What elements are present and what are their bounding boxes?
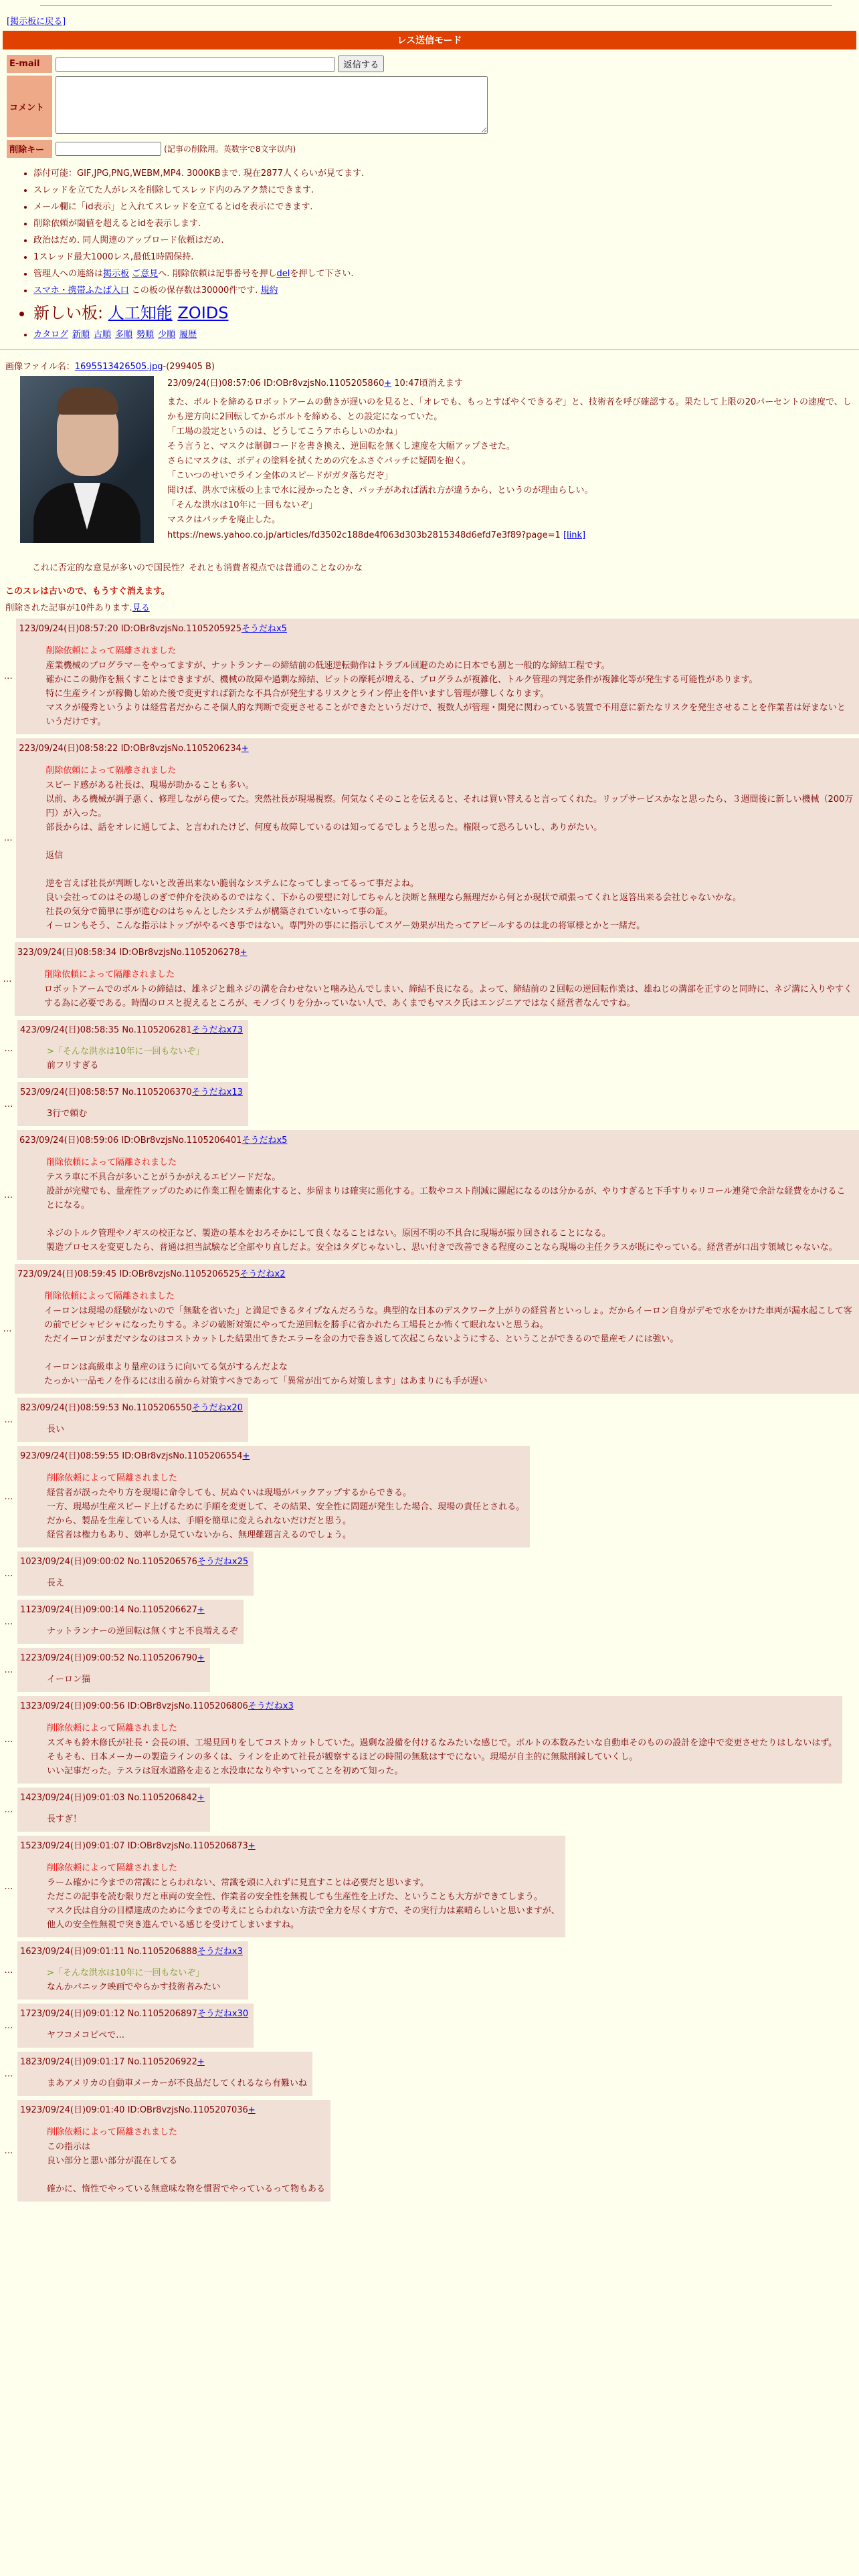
reply-text [47, 1624, 238, 1638]
reply-marker: … [4, 1414, 13, 1425]
reply-text-line: 設計が完璧でも、量産性アップのために作業工程を簡素化すると、歩留まりは確実に悪化する。工数やコスト削減に躍起になるのは分かるが、やりすぎると下手すりゃリコール連発で余計な経費をかけることになる。 [45, 1186, 846, 1210]
submit-button[interactable]: 返信する [338, 56, 384, 72]
deleted-notice: 削除依頼によって隔離されました [45, 1158, 177, 1168]
reply-text [47, 1673, 205, 1687]
reply-post [16, 738, 859, 938]
del-link[interactable]: del [276, 269, 290, 279]
reply-text-line: この指示は [47, 2142, 91, 2152]
op-expire-time: 10:47頃消えます [391, 379, 463, 389]
sodane-link[interactable]: + [197, 1653, 205, 1663]
reply-header [17, 945, 854, 958]
reply-text [47, 2028, 248, 2042]
reply-marker: … [4, 1735, 13, 1745]
reply-text-line: 前フリすぎる [47, 1061, 99, 1071]
reply-meta: 423/09/24(日)08:58:35 No.1105206281 [20, 1025, 192, 1035]
reply-text-line: 返信 [45, 851, 64, 861]
sodane-link[interactable]: + [197, 1605, 205, 1615]
sodane-link[interactable]: そうだねx3 [248, 1701, 294, 1711]
reply-header [20, 1023, 243, 1035]
deleted-notice: 削除依頼によって隔離されました [45, 766, 177, 776]
reply-row [0, 619, 859, 734]
reply-meta: 523/09/24(日)08:58:57 No.1105206370 [20, 1087, 192, 1097]
reply-text [47, 1876, 560, 1932]
reply-meta: 723/09/24(日)08:59:45 ID:OBr8vzjsNo.1105206525 [17, 1269, 240, 1279]
reply-meta: 1523/09/24(日)09:01:07 ID:OBr8vzjsNo.1105206873 [20, 1841, 248, 1851]
reply-text-line: ラーム確かに今までの常識にとらわれない、常識を頭に入れずに見直すことは必要だと思います。 [47, 1878, 429, 1888]
reply-text [47, 2140, 325, 2196]
reply-meta: 1723/09/24(日)09:01:12 No.1105206897 [20, 2009, 197, 2019]
reply-text-line: 長い [47, 1424, 65, 1434]
reply-post [17, 1941, 248, 2000]
deleted-notice: 削除依頼によって隔離されました [47, 1473, 178, 1483]
reply-text-line: そもそも、日本メーカーの製造ラインの多くは、ラインを止めて社長が観察するほどの時間の無駄はすでにない。現場が自主的に無駄削減していくし。 [47, 1752, 638, 1762]
reply-header [20, 1085, 243, 1097]
reply-text-line: 逆を言えば社長が判断しないと改善出来ない脆弱なシステムになってしまってるって事だよね。 [45, 879, 419, 889]
op-text-line: さらにマスクは、ボディの塗料を拭くための穴をふさぐパッチに疑問を抱く。 [167, 456, 471, 466]
reply-header [20, 1790, 205, 1803]
catalog-link[interactable]: カタログ [33, 330, 69, 340]
reply-text [47, 1045, 243, 1073]
email-field[interactable] [56, 58, 335, 72]
reply-header [20, 2054, 307, 2067]
op-text-line: 「こいつのせいでライン全体のスピードがガタ落ちだぞ」 [167, 471, 393, 481]
reply-quote: >「そんな洪水は10年に一回もないぞ」 [47, 1047, 205, 1057]
rule-item: • スレッドを立てた人がレスを削除してスレッド内のみアク禁にできます. [33, 183, 859, 195]
reply-marker: … [4, 2020, 13, 2031]
reply-text-line: マスクが優秀というよりは経営者だからこそ個人的な判断で変更させることができたというだけで、複数人が管理・開発に関わっている装置で不用意に新たなリスクを発生させることを作業者は好まないというだけです。 [45, 703, 846, 727]
catalog-nav [33, 327, 859, 340]
reply-text-line: 経営者は権力もあり、効率しか見ていないから、無理難題言えるのでしょう。 [47, 1530, 352, 1540]
reply-meta: 123/09/24(日)08:57:20 ID:OBr8vzjsNo.1105205925 [19, 624, 242, 634]
reply-text-line: だから、製品を生産している人は、手順を簡単に変えられないだけだと思う。 [47, 1516, 352, 1526]
reply-header [19, 741, 854, 754]
reply-row [0, 1836, 859, 1937]
reply-text-line: たっかい一品モノを作るには出る前から対策すべきであって「異常が出てから対策します」はあまりにも手が遅い [44, 1376, 488, 1386]
back-nav [0, 6, 859, 31]
reply-text-line: 長すぎ！ [47, 1814, 82, 1824]
reply-meta: 923/09/24(日)08:59:55 ID:OBr8vzjsNo.1105206554 [20, 1451, 243, 1461]
sodane-link[interactable]: そうだねx25 [197, 1557, 249, 1567]
reply-meta: 823/09/24(日)08:59:53 No.1105206550 [20, 1403, 192, 1413]
reply-marker: … [4, 1044, 13, 1054]
board-contact-link[interactable]: 掲示板 [103, 269, 130, 279]
reply-text-line: 製造プロセスを変更したら、普通は担当試験など全部やり直しだよ。安全はタダじゃないし、思い付きで改善できる程度のことなら現場の主任クラスが既にやっている。経営者が口出す領域じゃないな。 [45, 1243, 838, 1253]
sodane-link[interactable]: + [197, 2057, 205, 2067]
reply-text [47, 2076, 307, 2090]
reply-quote: >「そんな洪水は10年に一回もないぞ」 [47, 1968, 205, 1978]
email-label: E-mail [7, 55, 52, 73]
reply-text-line: ナットランナーの逆回転は無くすと不良増えるぞ [47, 1626, 238, 1636]
reply-marker: … [4, 1099, 13, 1109]
new-boards: • 新しい板: 人工知能 ZOIDS [33, 300, 859, 323]
deleted-notice: 削除依頼によって隔離されました [47, 1723, 178, 1733]
reply-post [17, 2004, 254, 2048]
reply-header [20, 1602, 238, 1615]
reply-marker: … [3, 1323, 12, 1334]
reply-text-line: ただイーロンがまだマシなのはコストカットした結果出てきたエラーを金の力で巻き返して次起こらないようにする、ということができるので量産モノには強い。 [44, 1334, 679, 1344]
reply-meta: 223/09/24(日)08:58:22 ID:OBr8vzjsNo.1105206234 [19, 744, 242, 754]
rule-item: • 添付可能：GIF,JPG,PNG,WEBM,MP4. 3000KBまで. 現在2877人くらいが見てます. [33, 166, 859, 179]
sodane-link[interactable]: そうだねx3 [197, 1947, 243, 1957]
reply-post [17, 1696, 842, 1784]
reply-text-line: 長え [47, 1578, 65, 1588]
reply-post [15, 942, 859, 1016]
reply-header [20, 1650, 205, 1663]
reply-marker: … [3, 671, 13, 681]
reply-text [44, 1304, 854, 1388]
reply-row [0, 1020, 859, 1078]
expire-warning: このスレは古いので、もうすぐ消えます。 [5, 586, 170, 597]
sort-few-link[interactable]: 少順 [158, 330, 176, 340]
reply-text-line: イーロンもそう、こんな指示はトップがやるべき事ではない。専門外の事にに指示してスゲー効果が出たってアピールするのは北の将軍様とかと一緒だ。 [45, 921, 646, 931]
reply-text-line: なんかパニック映画でやらかす技術者みたい [47, 1982, 221, 1992]
reply-row [0, 1551, 859, 1596]
divider [0, 349, 859, 350]
deleted-notice: 削除依頼によって隔離されました [44, 1291, 175, 1301]
reply-text-line [44, 1346, 854, 1360]
reply-row [0, 1446, 859, 1547]
reply-post [17, 1836, 565, 1937]
reply-row [0, 2004, 859, 2048]
delkey-field[interactable] [56, 142, 161, 156]
reply-header [19, 1133, 854, 1146]
reply-text-line: いい記事だった。テスラは冠水道路を走ると水没車になりやすいってことを初めて知った。 [47, 1766, 403, 1776]
rule-item: • 管理人への連絡は掲示板 ご意見へ. 削除依頼は記事番号を押しdelを押して下さい. [33, 266, 859, 279]
comment-field[interactable] [56, 76, 488, 134]
show-omitted-link[interactable]: 見る [132, 603, 150, 613]
reply-row [0, 1696, 859, 1784]
reply-text-line: まあアメリカの自動車メーカーが不良品だしてくれるなら有難いね [47, 2078, 307, 2088]
reply-header [19, 621, 854, 634]
reply-text [44, 982, 854, 1010]
sodane-link[interactable]: + [248, 1841, 256, 1851]
reply-text-line: 確かにこの動作を無くすことはできますが、機械の故障や過剰な締結、ビットの摩耗が増える、プログラムが複雑化、トルク管理の判定条件が複雑化等が発生する可能性があります。 [45, 675, 758, 685]
reply-header [20, 1838, 560, 1851]
reply-meta: 1323/09/24(日)09:00:56 ID:OBr8vzjsNo.1105206806 [20, 1701, 248, 1711]
reply-text-line: スズキも鈴木修氏が社長・会長の頃、工場見回りをしてコストカットしていた。過剰な設備を付けるなみたいな感じで。ボルトの本数みたいな自動車そのものの設計を途中で変更させたりはしないはず。 [47, 1738, 838, 1748]
op-file-info: 画像ファイル名：1695513426505.jpg-(299405 B) [5, 362, 215, 372]
reply-text-line: 社長の気分で簡単に事が進むのはちゃんとしたシステムが構築されていないって事の証。 [45, 907, 393, 917]
reply-meta: 623/09/24(日)08:59:06 ID:OBr8vzjsNo.1105206401 [19, 1136, 242, 1146]
reply-post [17, 1600, 244, 1644]
reply-meta: 1623/09/24(日)09:01:11 No.1105206888 [20, 1947, 197, 1957]
reply-row [0, 738, 859, 938]
reply-marker: … [4, 1804, 13, 1815]
op-text-line: 「工場の設定というのは、どうしてこうアホらしいのかね」 [167, 427, 403, 437]
rule-item: • スマホ・携帯ふたば入口 この板の保存数は30000件です. 規約 [33, 283, 859, 296]
deleted-notice: 削除依頼によって隔離されました [45, 646, 177, 656]
reply-text [47, 1736, 837, 1778]
sodane-link[interactable]: そうだねx5 [241, 624, 287, 634]
reply-text-line: 部長からは、話をオレに通してよ、と言われたけど、何度も故障しているのは知ってるでしょうと思った。権限って恐ろしいし、ありがたい。 [45, 823, 603, 833]
sodane-link[interactable]: + [241, 744, 249, 754]
deleted-notice: 削除依頼によって隔離されました [47, 2127, 178, 2137]
reply-text-line [47, 2168, 325, 2182]
reply-marker: … [3, 974, 12, 984]
reply-text-line: 確かに、惰性でやっている無意味な物を慣習でやっているって物もある [47, 2184, 326, 2194]
reply-text-line [45, 863, 854, 877]
reply-marker: … [4, 1568, 13, 1579]
reply-text-line: イーロンは高級車より量産のほうに向いてる気がするんだよな [44, 1362, 288, 1372]
reply-text [47, 1107, 243, 1121]
reply-header [20, 1554, 248, 1567]
reply-post [17, 1082, 248, 1126]
reply-post [17, 1648, 210, 1692]
reply-header [20, 2006, 248, 2019]
sort-old-link[interactable]: 古順 [94, 330, 112, 340]
reply-post [15, 1264, 859, 1394]
reply-meta: 1123/09/24(日)09:00:14 No.1105206627 [20, 1605, 197, 1615]
reply-marker: … [3, 833, 13, 843]
reply-text-line: 以前、ある機械が調子悪く、修理しながら使ってた。突然社長が現場視察。何気なくそのことを伝えると、それは買い替えると言ってくれた。リップサービスかなと思ったら、３週間後に新しい機械（200万円）が入った。 [45, 794, 854, 819]
reply-text-line: 特に生産ラインが稼働し始めた後で変更すれば新たな不具合が発生するリスクとライン停止を伴いますし管理が難しくなります。 [45, 689, 549, 699]
op-text-line: また、ボルトを締めるロボットアームの動きが遅いのを見ると、「オレでも、もっとすばやくできるぞ」と、技術者を呼び確認する。果たして上限の20パーセントの速度で、しかも逆方向に2回転してからボルトを締める、との設定になっていた。 [167, 397, 852, 422]
reply-meta: 1223/09/24(日)09:00:52 No.1105206790 [20, 1653, 197, 1663]
reply-row [0, 1264, 859, 1394]
sodane-link[interactable]: + [197, 1793, 205, 1803]
comment-label: コメント [7, 76, 52, 137]
reply-row [0, 2100, 859, 2202]
op-text-line: そう言うと、マスクは制御コードを書き換え、逆回転を無くし速度を大幅アップさせた。 [167, 441, 515, 451]
reply-meta: 1923/09/24(日)09:01:40 ID:OBr8vzjsNo.1105207036 [20, 2105, 248, 2115]
reply-text [47, 1486, 524, 1542]
delkey-label: 削除キー [7, 140, 52, 158]
board-link-zoids[interactable]: ZOIDS [177, 304, 229, 322]
deleted-notice: 削除依頼によって隔離されました [44, 970, 175, 980]
op-url: https://news.yahoo.co.jp/articles/fd3502c188de4f063d303b2815348d6efd7e3f89?page=1 [167, 530, 561, 540]
reply-text-line: スピード感がある社長は、現場が助かることも多い。 [45, 780, 254, 790]
reply-post [17, 1788, 210, 1832]
top-divider [40, 0, 832, 6]
op-file-link[interactable]: 1695513426505.jpg [74, 362, 163, 372]
reply-meta: 323/09/24(日)08:58:34 ID:OBr8vzjsNo.1105206278 [17, 948, 240, 958]
reply-marker: … [4, 2068, 13, 2079]
sort-new-link[interactable]: 新順 [72, 330, 90, 340]
reply-text-line: 良い部分と悪い部分が混在してる [47, 2156, 178, 2166]
sort-many-link[interactable]: 多順 [115, 330, 133, 340]
reply-row [0, 942, 859, 1016]
op-source-link[interactable]: [link] [563, 530, 586, 540]
reply-text-line: ロボットアームでのボルトの締結は、雄ネジと雌ネジの溝を合わせないと噛み込んでしまい、締結不良になる。よって、締結前の２回転の逆回転作業は、雄ねじの溝部を正すのと同時に、ネジ溝に入りやすくする為に必要である。時間のロスと捉えるところが、モノづくりを分かっていない人で、あくまでもマスク氏はエンジニアではなく経営者なんですね。 [44, 984, 852, 1008]
reply-row [0, 1941, 859, 2000]
reply-marker: … [4, 1665, 13, 1675]
reply-text-line: 他人の安全性無視で突き進んでいる感じを受けてしまいますね。 [47, 1920, 300, 1930]
reply-list [0, 619, 859, 2202]
reply-meta: 1023/09/24(日)09:00:02 No.1105206576 [20, 1557, 197, 1567]
reply-marker: … [4, 2145, 13, 2156]
reply-header [20, 1400, 243, 1413]
deleted-notice: 削除依頼によって隔離されました [47, 1863, 178, 1873]
reply-text [45, 778, 854, 933]
reply-mode-bar: レス送信モード [3, 31, 856, 49]
sodane-link[interactable]: そうだねx5 [242, 1136, 288, 1146]
sodane-link[interactable]: + [248, 2105, 256, 2115]
reply-row [0, 1788, 859, 1832]
reply-text [47, 1966, 243, 1994]
reply-header [17, 1267, 854, 1279]
reply-marker: … [4, 1965, 13, 1975]
reply-text [45, 659, 854, 729]
reply-meta: 1823/09/24(日)09:01:17 No.1105206922 [20, 2057, 197, 2067]
reply-text-line: テスラ車に不具合が多いことがうかがえるエピソードだな。 [45, 1172, 281, 1182]
reply-post [17, 1130, 859, 1260]
op-plus-link[interactable]: + [384, 379, 392, 389]
reply-post [17, 1020, 248, 1078]
reply-text-line: 一方、現場が生産スピード上げるために手順を変更して、その結果、安全性に問題が発生した場合、現場の責任とされる。 [47, 1502, 525, 1512]
reply-marker: … [3, 1190, 13, 1200]
thread-status [0, 584, 859, 613]
history-link[interactable]: 履歴 [179, 330, 197, 340]
sodane-link[interactable]: + [242, 1451, 250, 1461]
op-comment: これに否定的な意見が多いので国民性？それとも消費者視点では普通のことなのかな [32, 563, 363, 573]
reply-text-line: ただこの記事を読む限りだと車両の安全性、作業者の安全性を無視しても生産性を上げた、ということも大方ができてしまう。 [47, 1892, 543, 1902]
reply-text-line: イーロン猫 [47, 1675, 91, 1685]
reply-post [16, 619, 859, 734]
reply-header [20, 2103, 325, 2115]
reply-marker: … [4, 1616, 13, 1627]
reply-text [46, 1170, 854, 1255]
op-thumbnail-image[interactable] [20, 376, 154, 543]
reply-row [0, 1398, 859, 1442]
reply-text-line: 経営者が誤ったやり方を現場に命令しても、尻ぬぐいは現場がバックアップするからできる。 [47, 1488, 411, 1498]
sodane-link[interactable]: そうだねx13 [191, 1087, 243, 1097]
sodane-link[interactable]: そうだねx20 [191, 1403, 243, 1413]
reply-row [0, 1130, 859, 1260]
reply-text-line: ネジのトルク管理やノギスの校正など、製造の基本をおろそかにして良くなることはない。原因不明の不具合に現場が振り回されることになる。 [45, 1228, 611, 1239]
reply-text-line: 3行で頼む [47, 1109, 88, 1119]
board-rules [16, 166, 859, 340]
reply-text-line: ヤフコメコピペで… [47, 2030, 125, 2040]
reply-meta: 1423/09/24(日)09:01:03 No.1105206842 [20, 1793, 197, 1803]
board-link-ai[interactable]: 人工知能 [108, 304, 173, 322]
reply-text-line [46, 1212, 854, 1226]
reply-row [0, 1600, 859, 1644]
back-to-board-link[interactable]: [掲示板に戻る] [7, 17, 66, 27]
reply-text-line [45, 835, 854, 849]
mobile-entrance-link[interactable]: スマホ・携帯ふたば入口 [33, 286, 129, 296]
sodane-link[interactable]: そうだねx2 [240, 1269, 286, 1279]
reply-text-line: マスク氏は自分の目標達成のために今までの考えにとらわれない方法で全力を尽くす方で、その実行力は素晴らしいと思いますが、 [47, 1906, 560, 1916]
reply-row [0, 1648, 859, 1692]
op-text-line: 聞けば、洪水で床板の上まで水に浸かったとき、パッチがあれば濡れ方が違うから、というのが理由らしい。 [167, 486, 593, 496]
reply-marker: … [4, 1491, 13, 1502]
terms-link[interactable]: 規約 [260, 286, 278, 296]
delkey-note: (記事の削除用。英数字で8文字以内) [164, 144, 296, 154]
reply-header [20, 1448, 524, 1461]
op-text-line: マスクはパッチを廃止した。 [167, 515, 281, 525]
op-text-line: 「そんな洪水は10年に一回もないぞ」 [167, 500, 318, 510]
reply-text-line: 良い会社ってのはその場しのぎで仲介を決めるのではなく、下からの要望に対してちゃんと決断と無理なら無理だから何とか現状で頑張ってくれと返答出来る会社じゃないかな。 [45, 893, 741, 903]
rule-item: • メール欄に「id表示」と入れてスレッドを立てるとidを表示にできます. [33, 199, 859, 212]
sodane-link[interactable]: そうだねx30 [197, 2009, 249, 2019]
reply-text [47, 1422, 243, 1436]
opinion-link[interactable]: ご意見 [132, 269, 159, 279]
rule-item: • 削除依頼が閾値を超えるとidを表示します. [33, 216, 859, 229]
reply-row [0, 2052, 859, 2096]
reply-marker: … [4, 1881, 13, 1892]
rule-item: • 政治はだめ. 同人関連のアップロード依頼はだめ. [33, 233, 859, 245]
reply-text-line: 産業機械のプログラマーをやってますが、ナットランナーの締結前の低速逆転動作はトラブル回避のために日本でも割と一般的な締結工程です。 [45, 661, 610, 671]
reply-text [47, 1576, 248, 1590]
rule-item: • 1スレッド最大1000レス,最低1時間保持. [33, 249, 859, 262]
reply-post [17, 1446, 530, 1547]
op-header: 23/09/24(日)08:57:06 ID:OBr8vzjsNo.1105205860 [167, 379, 385, 389]
reply-post [17, 2100, 330, 2202]
reply-header [20, 1944, 243, 1957]
thread-op [0, 359, 859, 547]
sodane-link[interactable]: そうだねx73 [191, 1025, 243, 1035]
reply-post [17, 2052, 312, 2096]
omitted-notice: 削除された記事が10件あります.見る [5, 603, 150, 613]
sodane-link[interactable]: + [240, 948, 248, 958]
reply-text [47, 1812, 205, 1826]
sort-speed-link[interactable]: 勢順 [136, 330, 155, 340]
reply-post [17, 1551, 254, 1596]
reply-text-line: イーロンは現場の経験がないので「無駄を省いた」と満足できるタイプなんだろうな。典型的な日本のデスクワーク上がりの経営者といっしょ。だからイーロン自身がデモで水をかけた車両が漏水起こして客の前でビシャビシャになったりする。ネジの破断対策にやってた逆回転を勝手に省かれたら工場長とか怖くて眠れないと思うね。 [44, 1306, 852, 1330]
reply-header [20, 1699, 837, 1711]
reply-post [17, 1398, 248, 1442]
reply-row [0, 1082, 859, 1126]
reply-form [4, 52, 491, 160]
